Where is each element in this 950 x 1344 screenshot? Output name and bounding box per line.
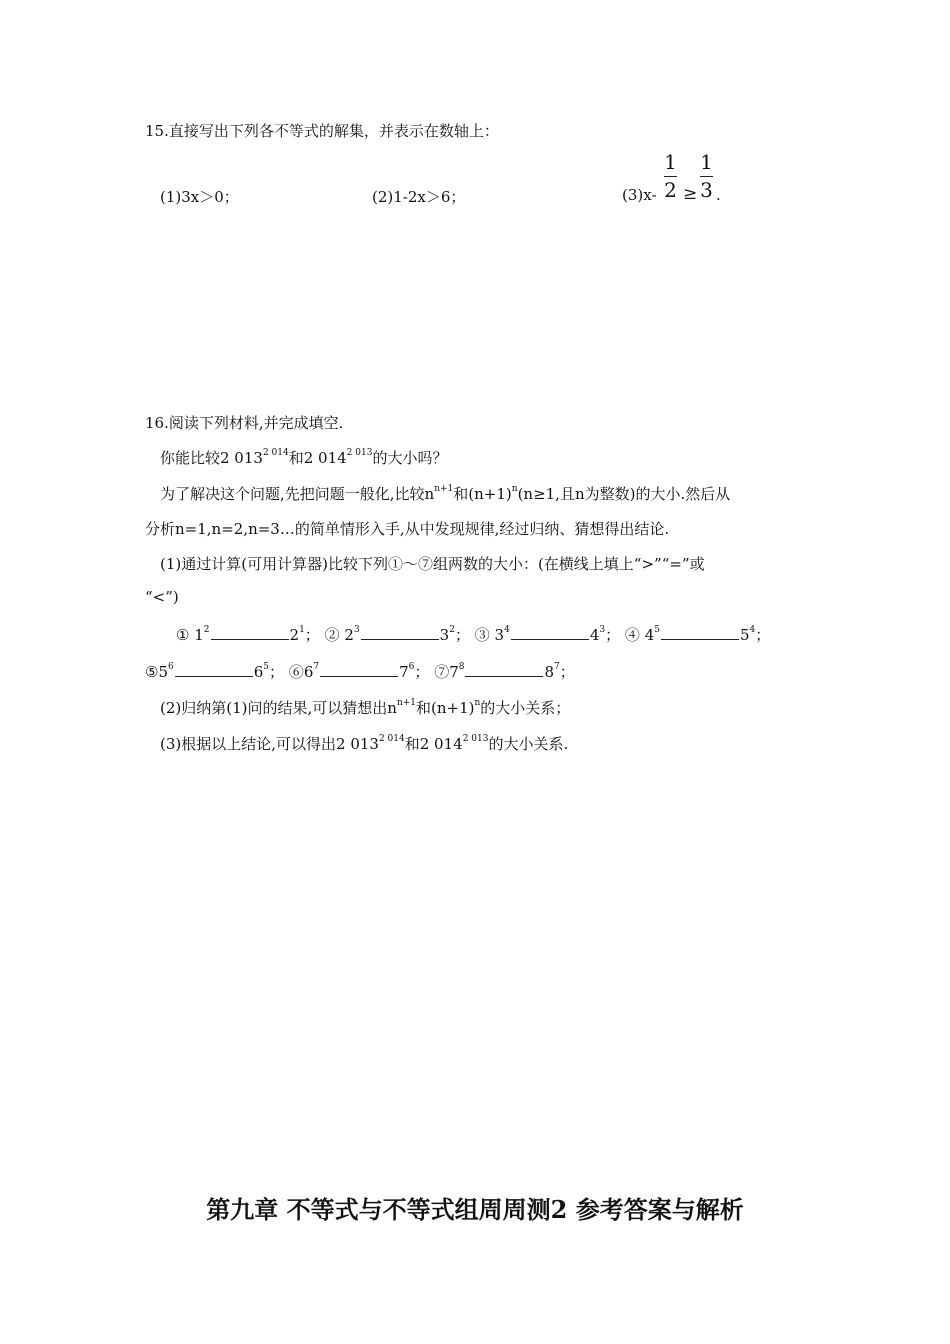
exponent: 2 014 xyxy=(378,734,405,744)
comparison-item-5 xyxy=(145,663,289,681)
q16-generalize-line2: 分析n=1,n=2,n=3…的简单情形入手,从中发现规律,经过归纳、猜想得出结论. xyxy=(145,520,670,538)
separator: ； xyxy=(755,626,771,644)
q16-generalize-line1 xyxy=(160,483,730,504)
q15-stem: 15.直接写出下列各不等式的解集，并表示在数轴上： xyxy=(145,122,499,140)
comparison-item-3 xyxy=(475,626,625,644)
exponent: 2 013 xyxy=(346,448,373,458)
base: 2 xyxy=(289,626,300,644)
comparison-row-1 xyxy=(176,624,770,645)
base: 4 xyxy=(644,626,655,644)
exponent: 4 xyxy=(749,625,756,635)
exponent: 2 014 xyxy=(262,448,289,458)
part3-text-2: 和2 014 xyxy=(404,735,463,753)
separator: ； xyxy=(454,626,470,644)
part2-text-2: 和(n+1) xyxy=(416,699,475,717)
exponent: 2 xyxy=(203,625,210,635)
separator: ； xyxy=(304,626,320,644)
q15-part2: (2)1-2x＞6； xyxy=(372,188,466,206)
comparison-item-1 xyxy=(176,626,325,644)
comparison-row-2 xyxy=(145,661,575,682)
answer-section-title: 第九章 不等式与不等式组周周测2 参考答案与解析 xyxy=(206,1195,744,1224)
base: 7 xyxy=(399,663,409,681)
q16-part2 xyxy=(160,697,570,718)
q16-intro xyxy=(160,447,447,468)
base: 8 xyxy=(544,663,555,681)
exponent: 8 xyxy=(458,662,465,672)
part3-text-3: 的大小关系. xyxy=(488,735,569,753)
answer-blank[interactable] xyxy=(361,627,439,640)
exponent: 1 xyxy=(299,625,305,635)
fraction-numerator: 1 xyxy=(700,150,713,174)
answer-blank[interactable] xyxy=(465,664,543,677)
comparison-item-7 xyxy=(434,663,575,681)
q15-fraction-third xyxy=(700,152,713,200)
base: 6 xyxy=(303,663,314,681)
part3-text-1: (3)根据以上结论,可以得出2 013 xyxy=(160,735,379,753)
exponent: n xyxy=(474,698,481,708)
exponent: 7 xyxy=(554,662,560,672)
gen-text-1: 为了解决这个问题,先把问题一般化,比较n xyxy=(160,485,435,503)
answer-blank[interactable] xyxy=(211,627,289,640)
exponent: 4 xyxy=(504,625,510,635)
exponent: 7 xyxy=(313,662,320,672)
answer-blank[interactable] xyxy=(320,664,398,677)
base: 5 xyxy=(158,663,168,681)
answer-blank[interactable] xyxy=(661,627,739,640)
part2-text-3: 的大小关系； xyxy=(480,699,571,717)
comparison-item-6 xyxy=(289,663,434,681)
answer-blank[interactable] xyxy=(511,627,589,640)
exponent: 5 xyxy=(654,625,660,635)
item-mark: ④ xyxy=(624,626,640,644)
intro-text-2: 和2 014 xyxy=(288,449,347,467)
q16-part1-line1: (1)通过计算(可用计算器)比较下列①～⑦组两数的大小：(在横线上填上“>”“=”或 xyxy=(160,555,705,573)
base: 4 xyxy=(589,626,600,644)
fraction-denominator: 3 xyxy=(700,178,713,202)
item-mark: ① xyxy=(176,626,190,644)
part2-text-1: (2)归纳第(1)问的结果,可以猜想出n xyxy=(160,699,397,717)
item-mark: ⑥ xyxy=(288,663,304,681)
item-mark: ② xyxy=(324,626,340,644)
fraction-bar xyxy=(664,176,677,177)
q15-fraction-half xyxy=(664,152,677,200)
gen-text-2: 和(n+1) xyxy=(453,485,512,503)
exponent: n+1 xyxy=(396,698,417,708)
q15-part1: (1)3x＞0； xyxy=(160,188,239,206)
fraction-denominator: 2 xyxy=(664,178,677,202)
base: 3 xyxy=(494,626,505,644)
q16-part3 xyxy=(160,733,568,754)
separator: ； xyxy=(269,663,285,681)
q16-part1-line2: “<”) xyxy=(145,588,179,606)
fraction-bar xyxy=(700,176,713,177)
item-mark: ⑤ xyxy=(145,663,159,681)
base: 7 xyxy=(449,663,459,681)
separator: ； xyxy=(414,663,430,681)
base: 6 xyxy=(253,663,264,681)
exponent: 6 xyxy=(168,662,174,672)
separator: ； xyxy=(605,626,621,644)
exponent: n+1 xyxy=(434,484,454,494)
q16-stem: 16.阅读下列材料,并完成填空. xyxy=(145,414,344,432)
exponent: n xyxy=(511,484,518,494)
base: 2 xyxy=(344,626,354,644)
base: 3 xyxy=(439,626,450,644)
gen-text-3: (n≥1,且n为整数)的大小.然后从 xyxy=(517,485,731,503)
comparison-item-2 xyxy=(325,626,475,644)
intro-text-3: 的大小吗？ xyxy=(372,449,448,467)
comparison-item-4 xyxy=(625,626,770,644)
exponent: 3 xyxy=(599,625,606,635)
base: 5 xyxy=(739,626,750,644)
base: 1 xyxy=(194,626,204,644)
separator: ； xyxy=(559,663,575,681)
exponent: 6 xyxy=(408,662,415,672)
exponent: 5 xyxy=(263,662,270,672)
exponent: 3 xyxy=(353,625,360,635)
q15-period: . xyxy=(716,186,721,204)
fraction-numerator: 1 xyxy=(664,150,677,174)
intro-text-1: 你能比较2 013 xyxy=(160,449,263,467)
item-mark: ⑦ xyxy=(434,663,450,681)
answer-blank[interactable] xyxy=(175,664,253,677)
q15-part3-prefix: (3)x- xyxy=(622,186,657,204)
geq-sign: ≥ xyxy=(683,184,698,204)
exponent: 2 xyxy=(449,625,455,635)
exponent: 2 013 xyxy=(462,734,489,744)
item-mark: ③ xyxy=(474,626,490,644)
